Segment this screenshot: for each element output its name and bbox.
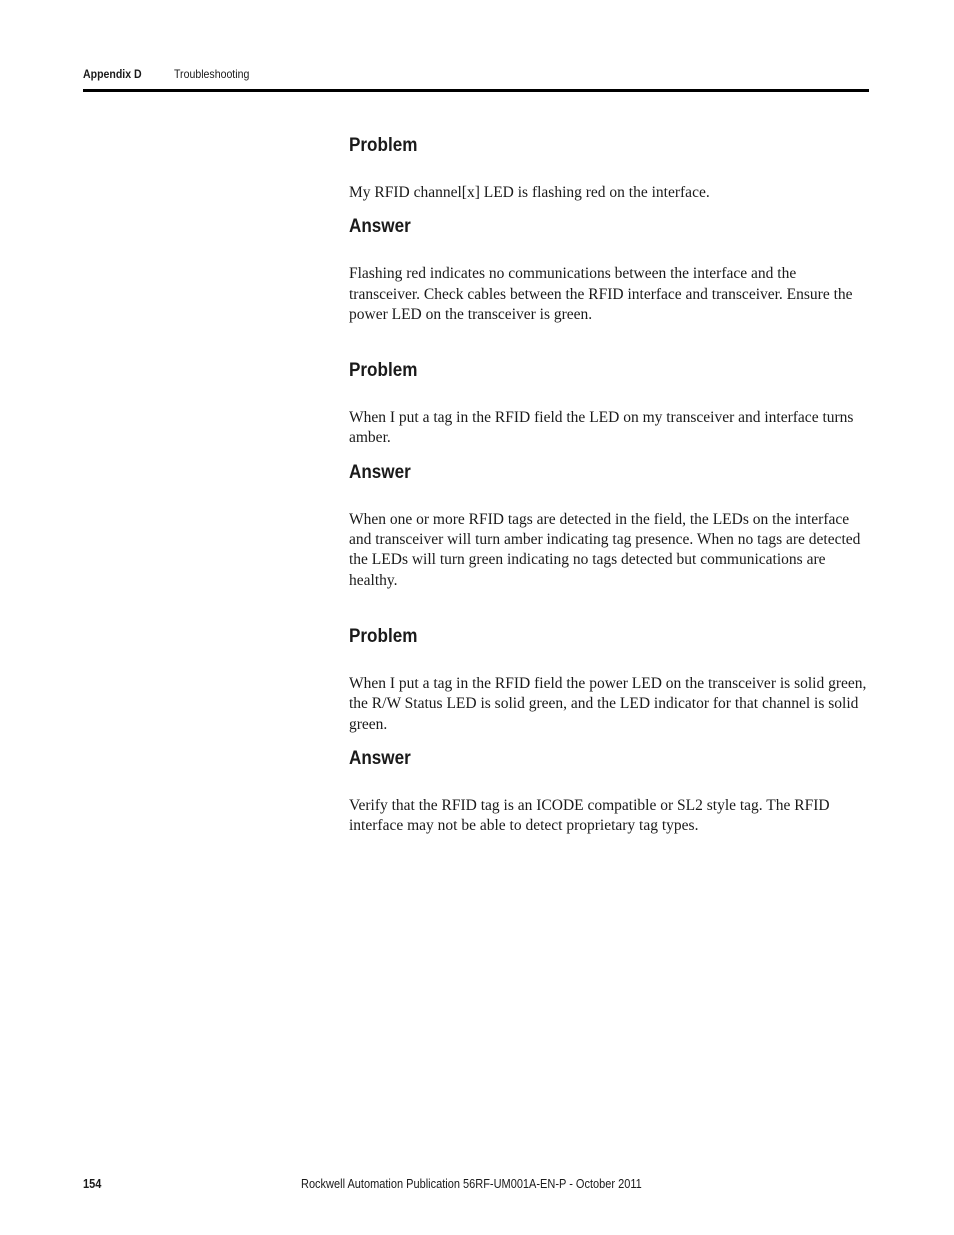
problem-heading: Problem: [349, 135, 418, 156]
qa-block-3: [349, 624, 869, 836]
answer-text: Verify that the RFID tag is an ICODE compatible or SL2 style tag. The RFID interface may not be able to detect proprietary tag types.: [349, 796, 830, 835]
answer-text: Flashing red indicates no communications between the interface and the transceiver. Check cables between the RFID interface and transceiver. Ensure the power LED on the transceiver is green.: [349, 265, 853, 323]
publication-info: Rockwell Automation Publication 56RF-UM001A-EN-P - October 2011: [301, 1177, 642, 1191]
problem-text: When I put a tag in the RFID field the LED on my transceiver and interface turns amber.: [349, 409, 854, 447]
problem-heading: Problem: [349, 625, 418, 647]
qa-block-2: [349, 358, 869, 591]
problem-heading: Problem: [349, 360, 418, 382]
page-header: [83, 66, 869, 84]
answer-text: When one or more RFID tags are detected in the field, the LEDs on the interface and transceiver will turn amber indicating tag presence. When no tags are detected the LEDs will turn green indicating no tags detected but communications are healthy.: [349, 510, 861, 589]
answer-heading: Answer: [349, 216, 411, 238]
answer-heading: Answer: [349, 461, 411, 483]
answer-heading: Answer: [349, 747, 411, 769]
problem-text: When I put a tag in the RFID field the power LED on the transceiver is solid green, the R/W Status LED is solid green, and the LED indicator for that channel is solid green.: [349, 674, 867, 733]
page-number: 154: [83, 1177, 102, 1191]
header-section-title: Troubleshooting: [174, 67, 250, 81]
header-appendix-label: Appendix D: [83, 67, 142, 81]
qa-block-1: [349, 133, 869, 325]
page-footer: [83, 1176, 869, 1194]
problem-text: My RFID channel[x] LED is flashing red on the interface.: [349, 184, 710, 201]
header-divider: [83, 89, 869, 92]
main-content: [349, 133, 869, 836]
